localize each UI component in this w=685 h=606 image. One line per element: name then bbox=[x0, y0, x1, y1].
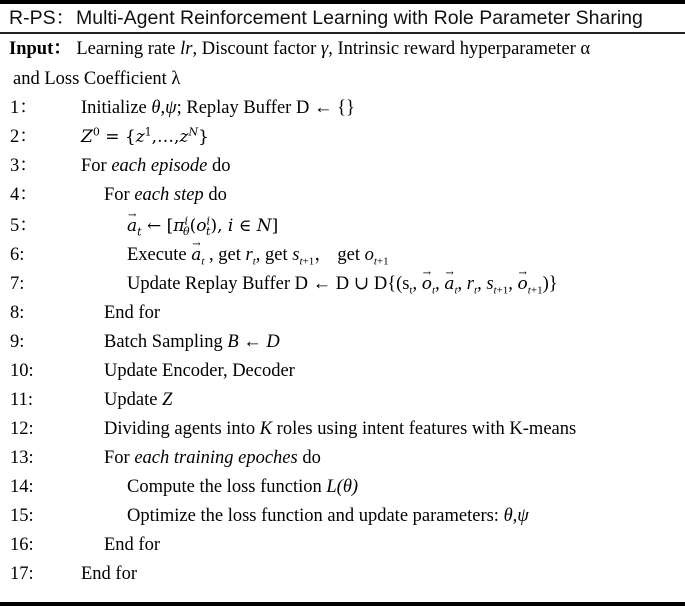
input-text-3: , Intrinsic reward hyperparameter α bbox=[328, 39, 591, 59]
step-text: Compute the loss function L(θ) bbox=[127, 477, 359, 497]
step-text: End for bbox=[104, 535, 160, 555]
step-row bbox=[0, 123, 685, 152]
step-number: 3： bbox=[10, 156, 38, 176]
step-text: $Z^0$ = $\{z^1,\dots,z^N\}$ bbox=[81, 125, 209, 147]
step-row bbox=[0, 212, 685, 241]
input-text-4: and Loss Coefficient λ bbox=[13, 69, 181, 89]
step-text: For each training epoches do bbox=[104, 448, 321, 468]
input-lr: lr bbox=[180, 39, 193, 59]
step-number: 14: bbox=[10, 477, 34, 497]
step-text: For each step do bbox=[104, 185, 227, 205]
step-row bbox=[0, 328, 685, 357]
step-number: 2： bbox=[10, 127, 38, 147]
step-text: Optimize the loss function and update parameters: θ,ψ bbox=[127, 506, 529, 526]
step-number: 17: bbox=[10, 564, 34, 584]
step-row bbox=[0, 531, 685, 560]
step-text: → $a_t$ ← [$\pi^i_\theta(o^i_t)$, i ∈ N] bbox=[127, 212, 278, 241]
step-number: 6: bbox=[10, 245, 25, 265]
step-text: Batch Sampling B ← D bbox=[104, 332, 280, 352]
step-number: 4： bbox=[10, 185, 38, 205]
top-rule bbox=[0, 0, 685, 4]
step-row bbox=[0, 270, 685, 299]
step-row bbox=[0, 94, 685, 123]
step-number: 12: bbox=[10, 419, 34, 439]
step-row bbox=[0, 181, 685, 210]
step-number: 9: bbox=[10, 332, 25, 352]
step-row bbox=[0, 299, 685, 328]
input-line bbox=[9, 35, 590, 63]
step-number: 10: bbox=[10, 361, 34, 381]
step-text: End for bbox=[81, 564, 137, 584]
step-row bbox=[0, 444, 685, 473]
step-row bbox=[0, 357, 685, 386]
algorithm-label: R-PS： bbox=[9, 7, 76, 29]
step-text: Update Z bbox=[104, 390, 173, 410]
step-row bbox=[0, 152, 685, 181]
step-text: End for bbox=[104, 303, 160, 323]
step-number: 15: bbox=[10, 506, 34, 526]
step-text: Update Encoder, Decoder bbox=[104, 361, 295, 381]
step-text: Initialize θ,ψ; Replay Buffer D ← {} bbox=[81, 98, 355, 118]
algorithm-header bbox=[0, 5, 685, 32]
step-number: 11: bbox=[10, 390, 33, 410]
step-row bbox=[0, 560, 685, 589]
input-gamma: γ bbox=[320, 39, 329, 59]
step-row bbox=[0, 415, 685, 444]
input-line-continued bbox=[13, 65, 180, 93]
step-number: 5： bbox=[10, 216, 38, 236]
step-text: For each episode do bbox=[81, 156, 231, 176]
algorithm-title: Multi-Agent Reinforcement Learning with Role Parameter Sharing bbox=[76, 7, 643, 29]
step-row bbox=[0, 502, 685, 531]
step-row bbox=[0, 241, 685, 270]
step-number: 7: bbox=[10, 274, 25, 294]
input-text-2: , Discount factor bbox=[192, 39, 321, 59]
step-number: 8: bbox=[10, 303, 25, 323]
input-label: Input： bbox=[9, 39, 72, 59]
step-text: Update Replay Buffer D ← D ∪ $D\{(s_t$, → $o_t$, → $a_t$, $r_t$, $s_{t+1}$, → $o_{t+1}$)} bbox=[127, 270, 558, 299]
step-text: Dividing agents into K roles using intent features with K-means bbox=[104, 419, 577, 439]
step-number: 16: bbox=[10, 535, 34, 555]
step-row bbox=[0, 473, 685, 502]
step-number: 1： bbox=[10, 98, 38, 118]
bottom-rule bbox=[0, 602, 685, 606]
step-row bbox=[0, 386, 685, 415]
step-text: Execute → $a_t$ , get $r_t$, get $s_{t+1}$， get $o_{t+1}$ bbox=[127, 241, 389, 270]
input-text-1: Learning rate bbox=[76, 39, 181, 59]
header-rule bbox=[0, 32, 685, 34]
step-number: 13: bbox=[10, 448, 34, 468]
